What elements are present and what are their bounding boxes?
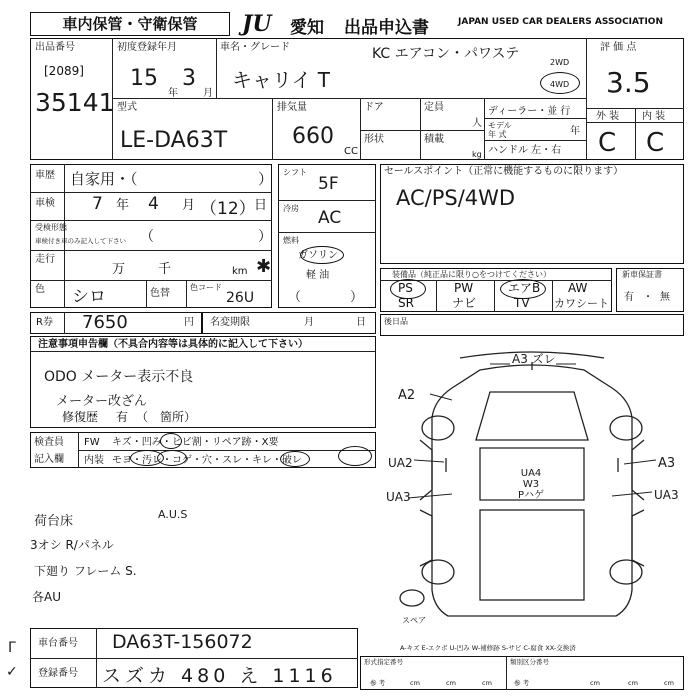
label-km: km (232, 266, 248, 277)
label-lot-number: 出品番号 (35, 42, 75, 53)
label-color: 色 (35, 284, 45, 295)
fuel-open-paren: （ (288, 290, 302, 305)
circle-mark-4 (280, 451, 310, 467)
label-name-change-day: 日 (356, 317, 366, 328)
margin-mark-bottom: ✓ (6, 664, 18, 680)
eq-pw: PW (454, 281, 474, 295)
diagram-label-ua2: UA2 (388, 456, 413, 470)
label-fw: FW (84, 437, 100, 448)
car-grade-value: KC エアコン・パワステ (372, 46, 520, 62)
label-recycle: R券 (36, 317, 53, 328)
label-spare: スペア (402, 616, 426, 625)
label-reference-1: 参 考 (370, 679, 386, 687)
label-name-change-month: 月 (304, 317, 314, 328)
label-rating: 評 価 点 (600, 42, 637, 53)
model-code-value: LE-DA63T (120, 128, 228, 153)
label-kg: kg (472, 150, 482, 159)
label-color-code: 色コード (190, 283, 222, 292)
warranty-sep: ・ (643, 292, 653, 303)
color-code-value: 26U (226, 290, 255, 306)
rear-day-block (380, 314, 684, 336)
label-year-unit: 年 (168, 88, 178, 99)
label-shift: シフト (283, 168, 307, 177)
receipt-close-paren: ） (258, 229, 272, 245)
diagram-label-ua3: UA3 (386, 490, 411, 504)
diagram-label-ua3-right: UA3 (654, 488, 679, 502)
remarks-line-4: 各AU (32, 590, 61, 604)
label-form-number: 形式指定番号 (364, 658, 403, 666)
lot-bracket-value: [2089] (44, 64, 84, 78)
eq-navi: ナビ (452, 296, 477, 310)
displacement-value: 660 (292, 124, 334, 149)
label-exterior: 外 装 (596, 111, 620, 122)
first-reg-year: 15 (130, 66, 158, 91)
label-entry: 記入欄 (34, 454, 64, 465)
label-exterior-marks: キズ・凹み・ヒビ割・リペア跡・X要 (112, 437, 279, 448)
inspection-month: 4 (148, 194, 159, 214)
label-door: ドア (364, 102, 384, 113)
remarks-line-1: 荷台床 (34, 514, 74, 529)
label-receipt: 受検形態 (35, 223, 67, 232)
label-history: 車歴 (35, 170, 55, 181)
label-color-change: 色替 (150, 288, 170, 299)
label-reg-number: 登録番号 (38, 668, 78, 679)
eq-aw: AW (568, 281, 588, 295)
label-load: 積載 (424, 134, 444, 145)
label-name-change: 名変期限 (210, 317, 250, 328)
label-interior-marks: モヨ・汚レ・コゲ・穴・スレ・キレ・破レ (112, 455, 302, 466)
org-name: 愛知 (290, 18, 324, 38)
label-model-year-unit: 年 (570, 126, 580, 137)
label-model: 型式 (117, 102, 137, 113)
notes-line-1: ODO メーター表示不良 (44, 369, 194, 385)
label-4wd: 4WD (550, 80, 570, 89)
label-shape: 形状 (364, 134, 384, 145)
label-2wd: 2WD (550, 58, 570, 67)
remarks-line-2: 3オシ R/パネル (30, 538, 114, 552)
circle-4wd (540, 72, 580, 94)
exterior-grade-value: C (598, 128, 617, 158)
first-reg-month: 3 (182, 66, 196, 91)
cooling-value: AC (318, 208, 342, 228)
diagram-label-center: UA4 W3 Pハゲ (518, 468, 545, 501)
label-cm-6: cm (664, 679, 674, 687)
label-cm-4: cm (590, 679, 600, 687)
recycle-value: 7650 (82, 312, 128, 333)
warranty-no: 無 (660, 292, 670, 303)
label-inspection-month: 月 (182, 198, 196, 213)
label-yen: 円 (184, 317, 194, 328)
damage-legend: A-キズ E-エクボ U-凹み W-補修跡 S-サビ C-腐食 XX-交換済 (400, 644, 576, 652)
diagram-label-top: A3 ズレ (512, 352, 556, 366)
label-cm-5: cm (628, 679, 638, 687)
label-cm-3: cm (482, 679, 492, 687)
label-rear-day: 後日品 (384, 317, 408, 326)
label-sen: 千 (158, 262, 172, 277)
label-repair-history: 修復歴 (62, 410, 99, 424)
form-title: 車内保管・守衛保管 (30, 12, 230, 36)
label-handle: ハンドル 左・右 (488, 145, 562, 156)
margin-mark-top: Γ (8, 640, 16, 656)
label-capacity: 定員 (424, 102, 444, 113)
ju-logo: JU (242, 11, 272, 37)
label-chassis-number: 車台番号 (38, 638, 78, 649)
eq-ab: エアB (508, 281, 541, 295)
form-name: 出品申込書 (344, 18, 429, 38)
label-month-unit: 月 (203, 88, 213, 99)
label-reference-2: 参 考 (514, 679, 530, 687)
inspection-year: 7 (92, 194, 103, 214)
circle-mark-1 (160, 433, 182, 449)
label-category-number: 類別区分番号 (510, 658, 549, 666)
inspection-day-text: 12 (217, 199, 239, 219)
label-notes-header: 注意事項申告欄（不具合内容等は具体的に記入して下さい） (38, 339, 308, 350)
label-person: 人 (472, 118, 482, 129)
label-repair-yes: 有 (116, 410, 129, 424)
label-receipt-note: 車検付き車のみ記入して下さい (35, 237, 126, 245)
label-cm-1: cm (410, 679, 420, 687)
circle-mark-5 (338, 446, 372, 466)
diagram-label-a3: A3 (658, 456, 676, 471)
car-name-value: キャリイ T (232, 68, 330, 92)
remarks-line-1b: A.U.S (158, 508, 188, 521)
receipt-open-paren: （ (140, 229, 154, 245)
chassis-number-value: DA63T-156072 (112, 631, 253, 653)
circle-fuel-gas (300, 246, 344, 264)
color-value: シロ (72, 287, 106, 307)
fuel-close-paren: ） (350, 290, 364, 305)
label-man: 万 (112, 262, 126, 277)
rating-value: 3.5 (606, 66, 651, 99)
label-interior: 内 装 (642, 111, 666, 122)
eq-leather: カワシート (554, 297, 609, 310)
eq-ps: PS (398, 281, 413, 295)
label-mileage: 走行 (35, 254, 55, 265)
lot-number-value: 35141 (35, 88, 115, 117)
warranty-yes: 有 (624, 292, 634, 303)
label-displacement: 排気量 (277, 102, 307, 113)
label-inspection-year: 年 (116, 198, 130, 213)
label-first-registration: 初度登録年月 (117, 42, 177, 53)
label-new-warranty: 新車保証書 (622, 270, 662, 279)
label-dealer: ディーラー・並 行 (488, 106, 571, 117)
notes-line-2: メーター改ざん (56, 394, 148, 409)
label-cm-2: cm (446, 679, 456, 687)
inspection-day: （12） (200, 199, 256, 219)
label-inspection-day: 日 (254, 198, 268, 213)
remarks-line-3: 下廻り フレーム S. (34, 564, 137, 578)
interior-grade-value: C (646, 128, 665, 158)
label-interior-marks-title: 内装 (84, 455, 104, 466)
sales-point-block (380, 164, 684, 264)
mileage-mark: ✱ (256, 256, 272, 277)
english-name: JAPAN USED CAR DEALERS ASSOCIATION (458, 17, 663, 27)
reg-plate-value: スズカ 480 え 1116 (102, 665, 337, 687)
repair-paren-close: ） (184, 410, 197, 424)
label-repair-place: 箇所 (160, 410, 185, 424)
history-close-paren: ） (258, 170, 274, 188)
label-fuel: 燃料 (283, 236, 299, 245)
label-inspector: 検査員 (34, 437, 64, 448)
label-cooling: 冷房 (283, 204, 299, 213)
label-fuel-gas: ガソリン (298, 250, 338, 261)
circle-mark-3 (157, 450, 187, 466)
eq-sr: SR (398, 296, 414, 310)
history-value: 自家用・（ (70, 170, 138, 188)
eq-tv: TV (514, 296, 530, 310)
label-model-year: モデル 年 式 (488, 121, 512, 139)
label-sales-point: セールスポイント（正常に機能するものに限ります） (384, 166, 624, 177)
label-fuel-diesel: 軽 油 (306, 270, 330, 281)
label-inspection: 車検 (35, 198, 55, 209)
repair-paren: （ (136, 410, 149, 424)
label-equipment: 装備品（純正品に限り○をつけてください） (392, 270, 551, 279)
label-cc: CC (344, 146, 358, 157)
label-car-name: 車名・グレード (220, 42, 290, 53)
shift-value: 5F (318, 174, 339, 194)
sales-point-value: AC/PS/4WD (396, 186, 516, 210)
diagram-label-a2: A2 (398, 388, 416, 403)
